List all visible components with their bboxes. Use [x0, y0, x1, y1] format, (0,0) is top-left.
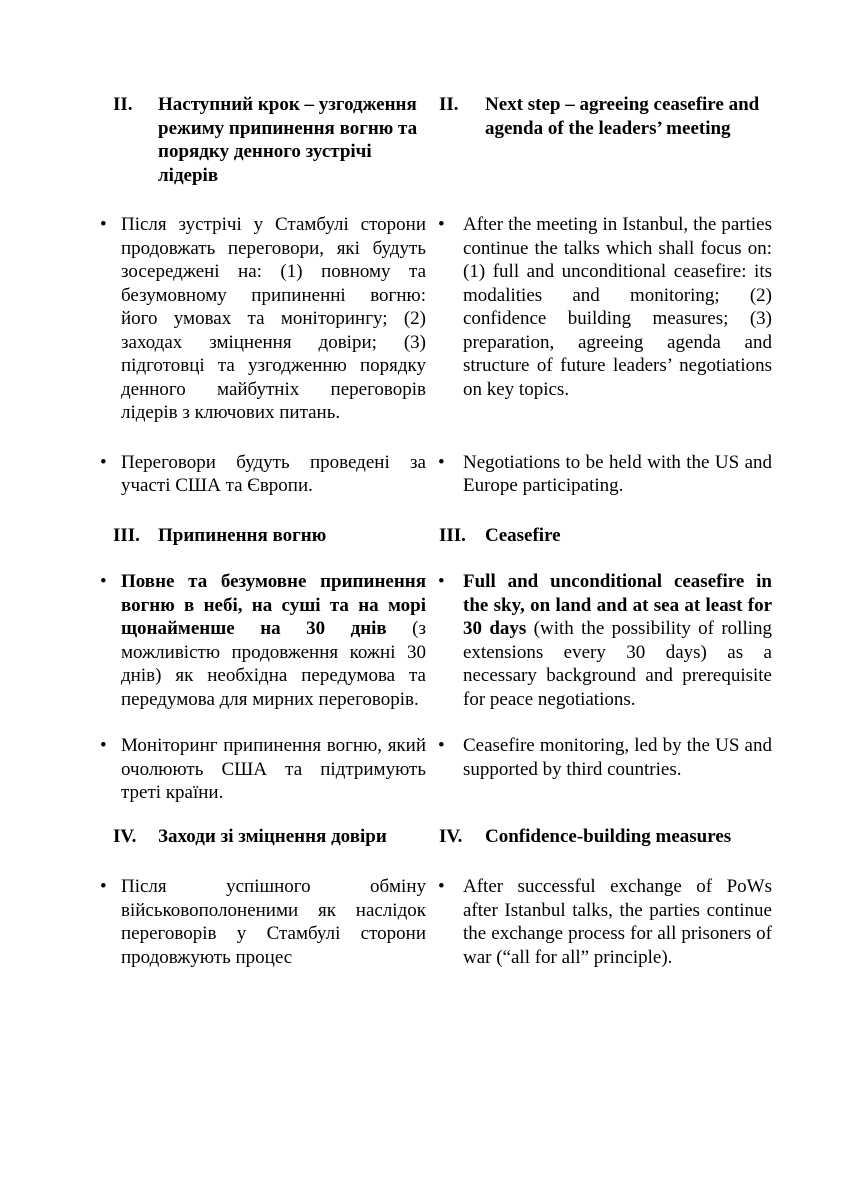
bullet-text-run: (with the possibility of rolling extensions every 30 days) as a necessary background and prerequisite for peace negotiations.	[463, 618, 772, 710]
bullet-text-run: After the meeting in Istanbul, the parties continue the talks which shall focus on: (1) full and unconditional ceasefire: its modalities and monitoring; (2) confidence building measures; (3) preparation, agreeing agenda and structure of future leaders’ negotiations on key topics.	[463, 214, 772, 400]
section-iii-heading-uk	[100, 524, 426, 548]
section-heading-uk: Наступний крок – узгодження режиму припинення вогню та порядку денного зустрічі лідерів	[158, 94, 418, 186]
section-iii-heading-row	[100, 524, 772, 548]
bullet-text-uk	[121, 570, 426, 711]
bullet-text-run: Ceasefire monitoring, led by the US and supported by third countries.	[463, 735, 772, 780]
section-number: IV.	[113, 825, 137, 847]
bullet-text-en	[463, 451, 772, 498]
bullet-icon: •	[438, 451, 445, 473]
bullet-icon: •	[100, 214, 107, 235]
bullet-text-uk	[121, 451, 426, 498]
section-iii-heading-en	[438, 524, 772, 548]
bullet-icon: •	[438, 214, 445, 235]
bullet-en	[438, 213, 772, 425]
section-heading-en: Confidence-building measures	[485, 825, 732, 847]
section-number: III.	[113, 524, 140, 546]
bullet-row	[100, 570, 772, 711]
bullet-text-uk	[121, 734, 426, 805]
bullet-en	[438, 451, 772, 498]
bullet-text-en	[463, 734, 772, 781]
section-number: II.	[113, 94, 133, 115]
section-iv-heading-uk	[100, 825, 426, 849]
bullet-uk	[100, 875, 426, 969]
bullet-row	[100, 875, 772, 969]
bullet-text-run: After successful exchange of PoWs after Istanbul talks, the parties continue the exchange process for all prisoners of war (“all for all” principle).	[463, 876, 772, 968]
bullet-icon: •	[438, 876, 445, 897]
section-number: IV.	[439, 825, 463, 847]
bullet-row	[100, 213, 772, 425]
section-ii-heading-row	[100, 93, 772, 187]
bullet-text-run: Моніторинг припинення вогню, який очолюють США та підтримують треті країни.	[121, 735, 426, 803]
bullet-bold-run: Full and unconditional ceasefire in the sky, on land and at sea at least for 30 days	[463, 571, 772, 639]
bullet-text-run: Після зустрічі у Стамбулі сторони продовжать переговори, які будуть зосереджені на: (1) повному та безумовному припиненні вогню: його умовах та моніторингу; (2) заходах зміцнення довіри; (3) підготовці та узгодженню порядку денного майбутніх переговорів лідерів з ключових питань.	[121, 214, 426, 423]
section-heading-uk: Заходи зі зміцнення довіри	[158, 825, 387, 847]
section-number: II.	[439, 94, 459, 115]
bullet-text-uk	[121, 213, 426, 425]
bullet-text-run: Переговори будуть проведені за участі США та Європи.	[121, 451, 426, 496]
section-heading-uk: Припинення вогню	[158, 524, 327, 546]
bullet-en	[438, 570, 772, 711]
bullet-text-uk	[121, 875, 426, 969]
bullet-text-run: Negotiations to be held with the US and Europe participating.	[463, 451, 772, 496]
bullet-uk	[100, 734, 426, 805]
bullet-text-run: Після успішного обміну військовополоненими як наслідок переговорів у Стамбулі сторони продовжують процес	[121, 876, 426, 968]
section-ii-heading-uk	[100, 93, 426, 187]
section-iv-heading-en	[438, 825, 772, 849]
bullet-text-en	[463, 213, 772, 401]
bullet-icon: •	[100, 735, 107, 756]
bullet-row	[100, 451, 772, 498]
bullet-uk	[100, 213, 426, 425]
bullet-icon: •	[100, 876, 107, 897]
bullet-row	[100, 734, 772, 805]
bullet-uk	[100, 451, 426, 498]
bullet-en	[438, 734, 772, 805]
section-number: III.	[439, 524, 466, 546]
bullet-icon: •	[100, 571, 107, 592]
bullet-bold-run: Повне та безумовне припинення вогню в небі, на суші та на морі щонайменше на 30 днів	[121, 571, 426, 639]
bullet-icon: •	[438, 735, 445, 756]
section-ii-heading-en	[438, 93, 772, 187]
bullet-uk	[100, 570, 426, 711]
section-heading-en: Ceasefire	[485, 524, 561, 546]
section-iv-heading-row	[100, 825, 772, 849]
bullet-text-en	[463, 570, 772, 711]
section-heading-en: Next step – agreeing ceasefire and agenda of the leaders’ meeting	[485, 94, 760, 139]
bullet-text-en	[463, 875, 772, 969]
bullet-en	[438, 875, 772, 969]
bullet-icon: •	[100, 451, 107, 473]
bullet-text-run: (з можливістю продовження кожні 30 днів) як необхідна передумова та передумова для мирних переговорів.	[121, 618, 426, 710]
bullet-icon: •	[438, 571, 445, 592]
